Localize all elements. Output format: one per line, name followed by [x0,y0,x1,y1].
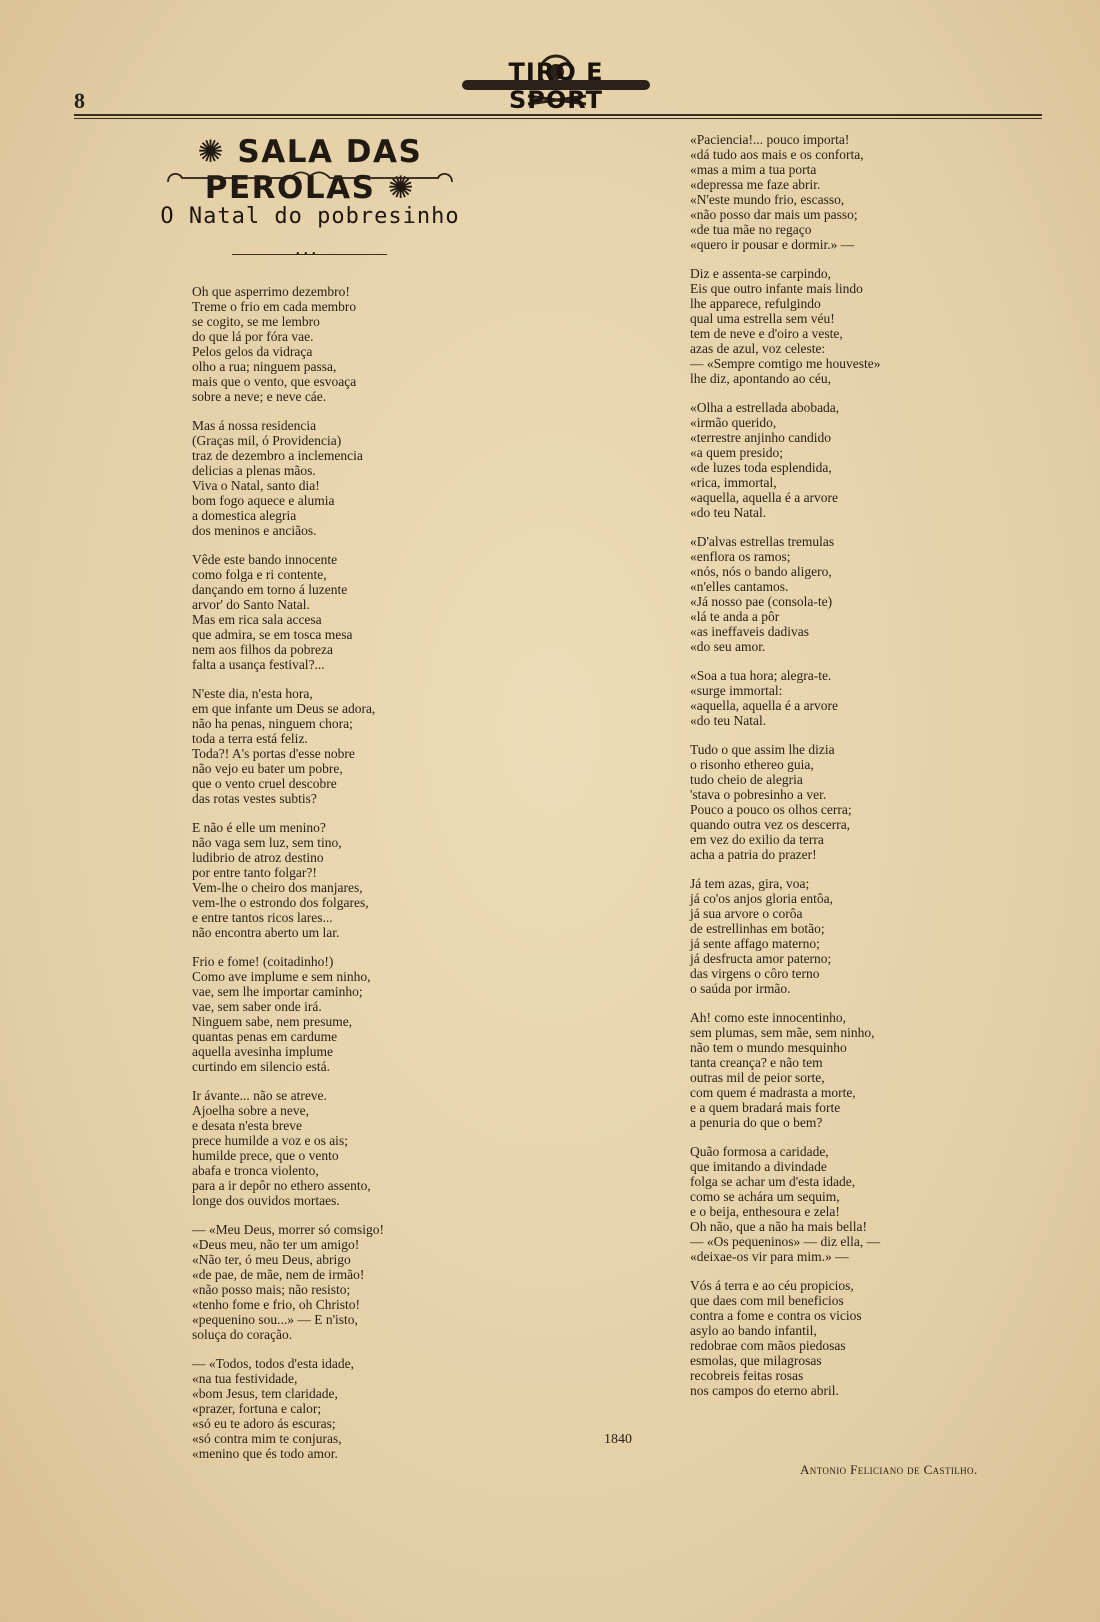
poem-line: «Olha a estrellada abobada, [690,400,840,415]
masthead-title: TIRO E SPORT [508,58,604,114]
poem-line: — «Meu Deus, morrer só comsigo! [192,1222,384,1237]
poem-line: azas de azul, voz celeste: [690,341,826,356]
poem-line: «Já nosso pae (consola-te) [690,594,833,609]
stanza [192,1088,462,1208]
poem-line: sobre a neve; e neve cáe. [192,389,327,404]
poem-line: «de luzes toda esplendida, [690,460,832,475]
poem-line: que daes com mil beneficios [690,1293,844,1308]
poem-line: toda a terra está feliz. [192,731,308,746]
poem-line: «prazer, fortuna e calor; [192,1401,322,1416]
poem-line: e desata n'esta breve [192,1118,302,1133]
poem-line: Vós á terra e ao céu propicios, [690,1278,854,1293]
poem-line: não vaga sem luz, sem tino, [192,835,342,850]
stanza [192,1356,462,1461]
stanza [192,954,462,1074]
stanza [192,1222,462,1342]
poem-line: olho a rua; ninguem passa, [192,359,337,374]
poem-line: das rotas vestes subtis? [192,791,317,806]
poem-line: — «Sempre comtigo me houveste» [690,356,881,371]
poem-line: tanta creança? e não tem [690,1055,823,1070]
poem-line: Diz e assenta-se carpindo, [690,266,831,281]
title-divider-dots: • • • [296,249,317,260]
poem-line: acha a patria do prazer! [690,847,817,862]
poem-line: com quem é madrasta a morte, [690,1085,856,1100]
page-number: 8 [74,88,85,113]
poem-line: não tem o mundo mesquinho [690,1040,847,1055]
poem-line: Viva o Natal, santo dia! [192,478,320,493]
stanza [192,418,462,538]
poem-line: não vejo eu bater um pobre, [192,761,343,776]
poem-year: 1840 [604,1432,632,1447]
poem-line: em vez do exilio da terra [690,832,824,847]
poem-line: nos campos do eterno abril. [690,1383,839,1398]
poem-line: que imitando a divindade [690,1159,827,1174]
poem-line: «do teu Natal. [690,505,767,520]
left-ornament-icon: ✺ [197,134,226,170]
poem-line: «do teu Natal. [690,713,767,728]
poem-line: Frio e fome! (coitadinho!) [192,954,334,969]
poem-line: Ninguem sabe, nem presume, [192,1014,353,1029]
stanza [690,266,950,386]
stanza [192,820,462,940]
poem-line: «Não ter, ó meu Deus, abrigo [192,1252,351,1267]
poem-line: se cogito, se me lembro [192,314,320,329]
poem-line: para a ir depôr no ethero assento, [192,1178,371,1193]
poem-line: tudo cheio de alegria [690,772,803,787]
poem-line: «só eu te adoro ás escuras; [192,1416,336,1431]
poem-line: delicias a plenas mãos. [192,463,316,478]
stanza [690,876,950,996]
poem-line: dos meninos e anciãos. [192,523,317,538]
poem-line: «Soa a tua hora; alegra-te. [690,668,832,683]
poem-line: Eis que outro infante mais lindo [690,281,863,296]
poem-line: Toda?! A's portas d'esse nobre [192,746,355,761]
poem-line: humilde prece, que o vento [192,1148,339,1163]
poem-line: abafa e tronca violento, [192,1163,319,1178]
poem-line: de estrellinhas em botão; [690,921,825,936]
poem-line: redobrae com mãos piedosas [690,1338,846,1353]
poem-line: que admira, se em tosca mesa [192,627,353,642]
poem-line: como se achára um sequim, [690,1189,840,1204]
poem-line: «lá te anda a pôr [690,609,780,624]
poem-line: «Paciencia!... pouco importa! [690,132,850,147]
poem-line: «bom Jesus, tem claridade, [192,1386,338,1401]
poem-line: soluça do coração. [192,1327,293,1342]
poem-line: longe dos ouvidos mortaes. [192,1193,340,1208]
poem-line: a domestica alegria [192,508,297,523]
poem-line: Já tem azas, gira, voa; [690,876,810,891]
stanza [690,742,950,862]
poem-line: «do seu amor. [690,639,766,654]
stanza [690,1010,950,1130]
poem-line: «D'alvas estrellas tremulas [690,534,835,549]
poem-line: ludibrio de atroz destino [192,850,324,865]
poem-line: «enflora os ramos; [690,549,791,564]
poem-line: (Graças mil, ó Providencia) [192,433,342,448]
poem-line: lhe apparece, refulgindo [690,296,821,311]
stanza [690,668,950,728]
poem-line: como folga e ri contente, [192,567,327,582]
poem-line: «aquella, aquella é a arvore [690,698,839,713]
poem-line: «aquella, aquella é a arvore [690,490,839,505]
poem-line: contra a fome e contra os vicios [690,1308,862,1323]
stanza [690,132,950,252]
poem-column-right [690,132,950,1412]
poem-line: «mas a mim a tua porta [690,162,817,177]
stanza [192,686,462,806]
poem-line: «deixae-os vir para mim.» — [690,1249,849,1264]
poem-line: «Deus meu, não ter um amigo! [192,1237,360,1252]
poem-line: «não posso dar mais um passo; [690,207,858,222]
poem-line: Ah! como este innocentinho, [690,1010,846,1025]
poem-line: «menino que és todo amor. [192,1446,338,1461]
poem-line: «tenho fome e frio, oh Christo! [192,1297,360,1312]
poem-line: não encontra aberto um lar. [192,925,340,940]
stanza [690,534,950,654]
poem-line: 'stava o pobresinho a ver. [690,787,827,802]
poem-line: vae, sem saber onde irá. [192,999,322,1014]
poem-line: quantas penas em cardume [192,1029,338,1044]
poem-line: prece humilde a voz e os ais; [192,1133,348,1148]
poem-line: falta a usança festival?... [192,657,325,672]
poem-line: esmolas, que milagrosas [690,1353,822,1368]
header-rule-thin [74,118,1042,119]
poem-line: Oh não, que a não ha mais bella! [690,1219,867,1234]
flourish-ornament-icon [160,168,460,192]
stanza [192,552,462,672]
poem-line: Ajoelha sobre a neve, [192,1103,309,1118]
poem-line: «depressa me faze abrir. [690,177,821,192]
poem-line: Mas em rica sala accesa [192,612,322,627]
poem-line: Como ave implume e sem ninho, [192,969,371,984]
poem-line: lhe diz, apontando ao céu, [690,371,831,386]
poem-line: Oh que asperrimo dezembro! [192,284,350,299]
poem-line: «rica, immortal, [690,475,777,490]
poem-line: «só contra mim te conjuras, [192,1431,342,1446]
poem-line: já sente affago materno; [690,936,820,951]
right-ornament-icon: ✺ [387,170,416,206]
stanza [690,400,950,520]
poem-title: O Natal do pobresinho [160,204,460,229]
poem-line: Vêde este bando innocente [192,552,338,567]
poem-line: «N'este mundo frio, escasso, [690,192,845,207]
poem-line: traz de dezembro a inclemencia [192,448,363,463]
poem-line: «as ineffaveis dadivas [690,624,809,639]
poem-line: E não é elle um menino? [192,820,326,835]
poem-line: dançando em torno á luzente [192,582,348,597]
poem-line: sem plumas, sem mãe, sem ninho, [690,1025,875,1040]
poem-line: tem de neve e d'oiro a veste, [690,326,843,341]
poem-line: «dá tudo aos mais e os conforta, [690,147,864,162]
poem-line: arvor' do Santo Natal. [192,597,310,612]
poem-line: e a quem bradará mais forte [690,1100,841,1115]
poem-line: e entre tantos ricos lares... [192,910,333,925]
poem-line: «n'elles cantamos. [690,579,789,594]
poem-line: asylo ao bando infantil, [690,1323,817,1338]
poem-line: mais que o vento, que esvoaça [192,374,357,389]
poem-line: «na tua festividade, [192,1371,298,1386]
poem-line: o risonho ethereo guia, [690,757,814,772]
poem-line: já sua arvore o corôa [690,906,803,921]
poem-line: e o beija, enthesoura e zela! [690,1204,840,1219]
poem-line: Ir ávante... não se atreve. [192,1088,327,1103]
poem-line: aquella avesinha implume [192,1044,333,1059]
poem-line: «irmão querido, [690,415,777,430]
poem-line: já co'os anjos gloria entôa, [690,891,834,906]
poem-line: Pelos gelos da vidraça [192,344,313,359]
poem-line: bom fogo aquece e alumia [192,493,335,508]
poem-line: folga se achar um d'esta idade, [690,1174,856,1189]
poem-line: do que lá por fóra vae. [192,329,314,344]
poem-line: Pouco a pouco os olhos cerra; [690,802,852,817]
poem-line: vae, sem lhe importar caminho; [192,984,363,999]
poem-line: a penuria do que o bem? [690,1115,823,1130]
poem-author: Antonio Feliciano de Castilho. [800,1462,978,1477]
masthead-logo [458,52,654,114]
poem-line: — «Todos, todos d'esta idade, [192,1356,354,1371]
poem-line: qual uma estrella sem véu! [690,311,835,326]
poem-line: vem-lhe o estrondo dos folgares, [192,895,369,910]
stanza [690,1144,950,1264]
poem-line: «surge immortal: [690,683,783,698]
poem-line: outras mil de peior sorte, [690,1070,825,1085]
poem-line: Treme o frio em cada membro [192,299,357,314]
poem-line: Tudo o que assim lhe dizia [690,742,835,757]
poem-line: N'este dia, n'esta hora, [192,686,313,701]
poem-line: — «Os pequeninos» — diz ella, — [690,1234,881,1249]
poem-line: «de tua mãe no regaço [690,222,812,237]
poem-column-left [192,284,462,1475]
poem-line: recobreis feitas rosas [690,1368,804,1383]
poem-line: Quão formosa a caridade, [690,1144,829,1159]
poem-line: Mas á nossa residencia [192,418,317,433]
stanza [690,1278,950,1398]
poem-line: que o vento cruel descobre [192,776,337,791]
poem-line: «quero ir pousar e dormir.» — [690,237,855,252]
poem-line: nem aos filhos da pobreza [192,642,333,657]
poem-line: «nós, nós o bando aligero, [690,564,832,579]
poem-line: «terrestre anjinho candido [690,430,831,445]
poem-line: «não posso mais; não resisto; [192,1282,351,1297]
poem-line: Vem-lhe o cheiro dos manjares, [192,880,363,895]
poem-line: «a quem presido; [690,445,783,460]
section-title-text: SALA DAS PEROLAS [204,134,423,206]
poem-line: o saúda por irmão. [690,981,791,996]
poem-line: por entre tanto folgar?! [192,865,317,880]
poem-line: das virgens o côro terno [690,966,820,981]
header-rule [74,114,1042,116]
poem-line: não ha penas, ninguem chora; [192,716,353,731]
poem-line: curtindo em silencio está. [192,1059,330,1074]
poem-line: em que infante um Deus se adora, [192,701,376,716]
poem-line: quando outra vez os descerra, [690,817,851,832]
stanza [192,284,462,404]
poem-line: «pequenino sou...» — E n'isto, [192,1312,358,1327]
poem-line: «de pae, de mãe, nem de irmão! [192,1267,365,1282]
poem-line: já desfructa amor paterno; [690,951,832,966]
